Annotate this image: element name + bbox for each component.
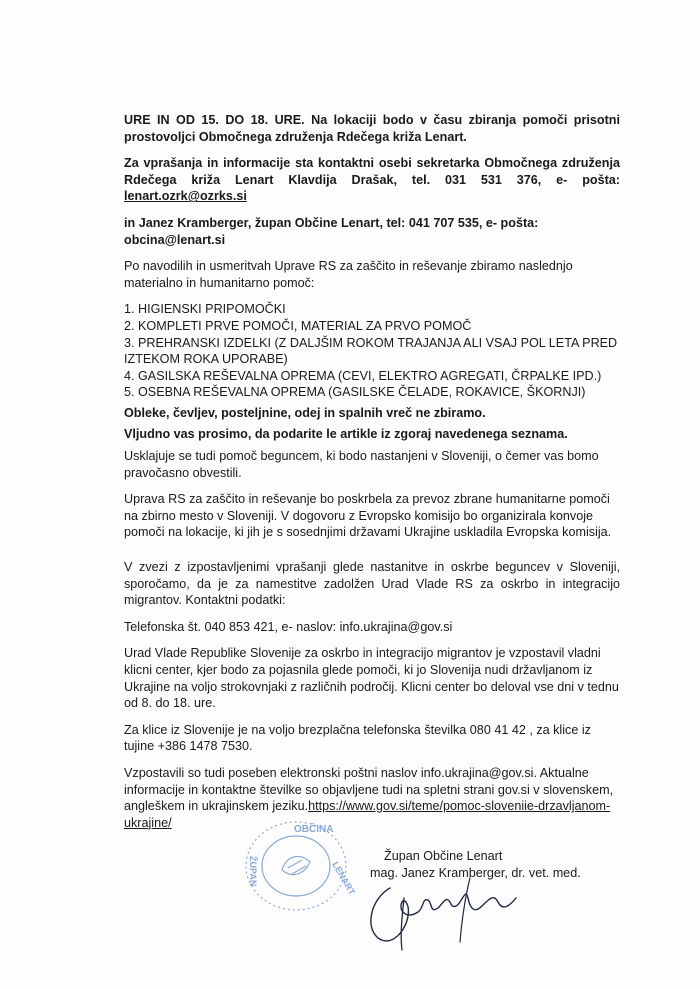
aid-list-item: 2. KOMPLETI PRVE POMOČI, MATERIAL ZA PRVO POMOČ: [124, 318, 472, 333]
contact-red-cross-text: Za vprašanja in informacije sta kontaktni osebi sekretarka Območnega združenja Rdečega križa Lenart Klavdija Drašak, tel. 031 531 376, e- pošta:: [124, 156, 620, 187]
aid-list-item: 3. PREHRANSKI IZDELKI (Z DALJŠIM ROKOM TRAJANJA ALI VSAJ POL LETA PRED IZTEKOM ROKA UPORABE): [124, 335, 618, 367]
paragraph-call-center: Urad Vlade Republike Slovenije za oskrbo in integracijo migrantov je vzpostavil vladni klicni center, kjer bodo za pojasnila glede pomoči, ki jo Slovenija nudi državljanom iz Ukrajine na voljo strokovnjaki z različnih področij. Klicni center bo deloval vse dni v tednu od 8. do 18. ure.: [124, 646, 619, 711]
svg-text:OBČINA: OBČINA: [294, 824, 334, 835]
paragraph-email-web: [124, 765, 620, 831]
paragraph-not-collected: Obleke, čevljev, posteljnine, odej in spalnih vreč ne zbiramo.: [124, 405, 486, 420]
svg-text:LENART: LENART: [330, 860, 358, 897]
email-link-ozrk[interactable]: lenart.ozrk@ozrks.si: [124, 189, 247, 204]
paragraph-accommodation: V zvezi z izpostavljenimi vprašanji glede nastanitve in oskrbe beguncev v Sloveniji, sporočamo, da je za namestitve zadolžen Urad Vlade RS za oskrbo in integracijo migrantov. Kontaktni podatki:: [124, 560, 620, 608]
letter-body: [124, 112, 620, 841]
paragraph-contact-mayor: in Janez Kramberger, župan Občine Lenart, tel: 041 707 535, e- pošta: obcina@lenart.si: [124, 215, 539, 247]
paragraph-collection-hours: URE IN OD 15. DO 18. URE. Na lokaciji bodo v času zbiranja pomoči prisotni prostovoljci Območnega združenja Rdečega križa Lenart.: [124, 113, 620, 144]
aid-list-item: 5. OSEBNA REŠEVALNA OPREMA (GASILSKE ČELADE, ROKAVICE, ŠKORNJI): [124, 385, 586, 400]
handwritten-signature-icon: [362, 868, 522, 954]
paragraph-contact-red-cross: [124, 155, 620, 205]
email-web-text: Vzpostavili so tudi poseben elektronski poštni naslov info.ukrajina@gov.si. Aktualne informacije in kontaktne številke so objavljene tudi na spletni strani gov.si v slovenskem, angleškem in ukrajinskem jeziku.: [124, 766, 614, 814]
paragraph-instructions: Po navodilih in usmeritvah Uprave RS za zaščito in reševanje zbiramo naslednjo materialno in humanitarno pomoč:: [124, 259, 573, 290]
official-stamp-icon: [236, 812, 358, 916]
web-link-gov[interactable]: https://www.gov.si/teme/pomoc-sloveniie-drzavljanom-ukrajine/: [124, 799, 611, 830]
paragraph-request: Vljudno vas prosimo, da podarite le artikle iz zgoraj navedenega seznama.: [124, 426, 568, 441]
paragraph-refugee-aid: Usklajuje se tudi pomoč beguncem, ki bodo nastanjeni v Sloveniji, o čemer vas bomo pravočasno obvestili.: [124, 449, 599, 480]
paragraph-transport: Uprava RS za zaščito in reševanje bo poskrbela za prevoz zbrane humanitarne pomoči na zbirno mesto v Sloveniji. V dogovoru z Evropsko komisijo bo organizirala konvoje pomoči na lokacije, ki jih je s sosednjimi državami Ukrajine uskladila Evropska komisija.: [124, 492, 612, 540]
aid-list-item: 1. HIGIENSKI PRIPOMOČKI: [124, 302, 286, 317]
signatory-name: mag. Janez Kramberger, dr. vet. med.: [370, 865, 581, 880]
paragraph-free-number: Za klice iz Slovenije je na voljo brezplačna telefonska številka 080 41 42 , za klice iz tujine +386 1478 7530.: [124, 722, 591, 754]
paragraph-phone-contact: Telefonska št. 040 853 421, e- naslov: info.ukrajina@gov.si: [124, 619, 453, 634]
aid-list-item: 4. GASILSKA REŠEVALNA OPREMA (CEVI, ELEKTRO AGREGATI, ČRPALKE IPD.): [124, 368, 602, 383]
svg-text:ŽUPAN: ŽUPAN: [248, 856, 258, 887]
aid-list: [124, 301, 620, 401]
signatory-title: Župan Občine Lenart: [384, 849, 503, 863]
